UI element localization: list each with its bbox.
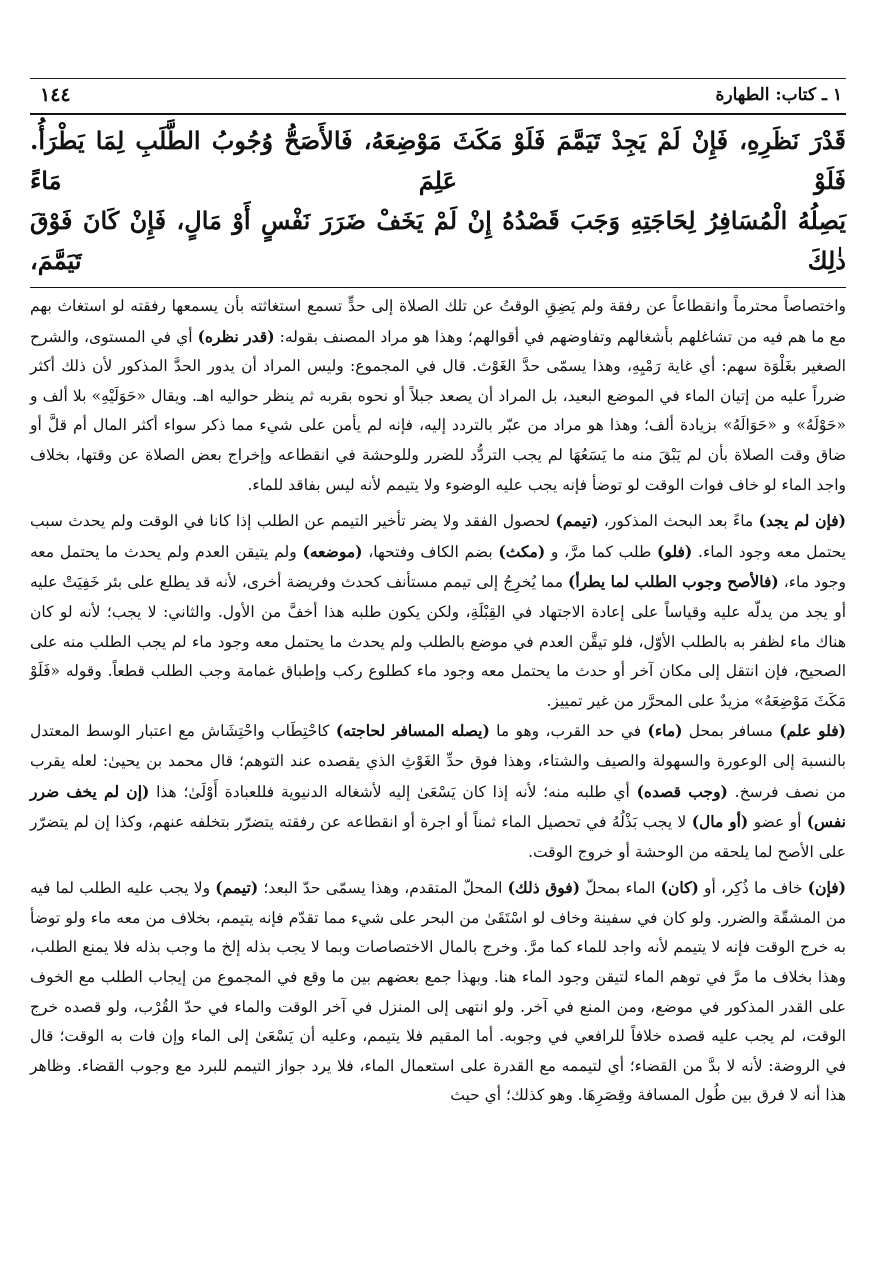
commentary-text: كاحْتِطَاب واحْتِشَاش مع اعتبار الوسط المعتدل بالنسبة إلى الوعورة والسهولة والصيف والشتاء، وهذا فوق حدِّ الغَوْثِ الذي يقصده عند التوهم؛ قال محمد بن يحيىٰ: لعله يقرب من نصف فرسخ.	[30, 722, 846, 801]
commentary-text: لحصول الفقد ولا يضر تأخير التيمم عن الطلب إذا كانا في الوقت ولم يحدث سبب يحتمل معه وجود الماء.	[30, 512, 846, 561]
commentary-text: خاف ما ذُكِر، أو	[698, 879, 808, 898]
matn-quote: (فالأصح وجوب الطلب لما يطرأ)	[568, 572, 779, 592]
matn-line: قَدْرَ نَظَرِهِ، فَإِنْ لَمْ يَجِدْ تَيَمَّمَ فَلَوْ مَكَثَ مَوْضِعَهُ، فَالأَصَحُّ وُجُوبُ الطَّلَبِ لِمَا يَطْرَأُ. فَلَوْ عَلِمَ مَاءً	[30, 126, 846, 195]
commentary-text: أي طلبه منه؛ لأنه إذا كان يَسْعَىٰ إليه لأشغاله الدنيوية فللعبادة أَوْلَىٰ؛ هذا	[149, 782, 637, 801]
commentary-paragraph	[30, 716, 846, 867]
matn-quote: (فإن)	[807, 878, 846, 898]
matn-quote: (وجب قصده)	[636, 781, 728, 801]
commentary-text: مما يُخرِجُ إلى تيمم مستأنف كحدث وفريضة أخرى، لأنه قد يطلع على بئر خَفِيَتْ عليه أو يجد من يدلّه عليه وقياساً على إعادة الاجتهاد في القِبْلَةِ، ولكن يكون طلبه هذا أخفَّ من الأول. والثاني: لا يجب؛ لأنه لو كان هناك ماء لظفر به بالطلب الأوّل، فلو تيقَّن العدم في موضع بالطلب ولم يحدث ما يحتمل معه وجود ماء لم يجب الطلب منه على الصحيح، فإن انتقل إلى مكان آخر أو حدث ما يحتمل معه وجود ماء كطلوع ركب وإطباق غمامة وجب الطلب قطعاً. وقوله «فَلَوْ مَكَثَ مَوْضِعَهُ» مزيدٌ على المحرَّر من غير تمييز.	[30, 573, 846, 710]
commentary-paragraph	[30, 292, 846, 500]
matn-quote: (موضعه)	[302, 541, 363, 561]
matn-quote: (كان)	[660, 878, 699, 898]
matn-quote: (فلو)	[657, 541, 693, 561]
commentary-text: المحلّ المتقدم، وهذا يسمّى حدّ البعد؛	[258, 879, 508, 898]
page-header	[30, 78, 846, 115]
book-page	[30, 78, 846, 1111]
matn-quote: (فوق ذلك)	[507, 878, 581, 898]
matn-quote: (تيمم)	[215, 878, 259, 898]
commentary-text: أو عضو	[748, 813, 807, 832]
commentary-text: بضم الكاف وفتحها،	[362, 542, 499, 561]
commentary-text: واختصاصاً محترماً وانقطاعاً عن رفقة ولم يَضِقِ الوقتُ عن تلك الصلاة إلى حدٍّ تسمع استغاثته بأن يسمعها رفقته لو استغاث بهم مع ما هم فيه من تشاغلهم بأشغالهم وتفاوضهم في أقوالهم؛ وهذا هو مراد المصنف بقوله:	[30, 297, 847, 346]
commentary-text: مسافر بمحل	[682, 722, 780, 741]
page-number: ١٤٤	[40, 84, 71, 106]
matn-quote: (ماء)	[647, 721, 683, 741]
matn-quote: (أو مال)	[691, 812, 749, 832]
matn-quote: (قدر نظره)	[197, 326, 275, 346]
commentary-text: طلب كما مرَّ، و	[545, 542, 658, 561]
commentary-text: ولا يجب عليه الطلب لما فيه من المشقّة والضرر. ولو كان في سفينة وخاف لو اسْتَقَىٰ من البحر على شيء مما تقدّم فإنه يتيمم، بخلاف من معه ماء ولو توضأ به خرج الوقت فإنه لا يتيمم لأنه واجد للماء كما مرَّ. وخرج بالمال الاختصاصات وبما لا يجب بذله إلخ ما وجب بذله فلا يمنع الطلب، وهذا بخلاف ما مرَّ في توهم الماء لتيقن وجود الماء هنا. وبهذا جمع بعضهم بين ما وقع في المجموع من إيجاب الطلب مع الخوف على القدر المذكور في موضع، ومن المنع في آخر. ولو انتهى إلى المنزل في آخر الوقت والماء في حدّ القُرْب، ولو قصده خرج الوقت، لم يجب عليه قصده خلافاً للرافعي في وجوبه. أما المقيم فلا يتيمم، وعليه أن يَسْعَىٰ إلى الماء وإن فات به الوقت؛ قال في الروضة: لأنه لا بدَّ من القضاء؛ أي لتيممه مع القدرة على استعمال الماء، فلا يرد جواز التيمم للبرد مع وجوب القضاء. وظاهر هذا أنه لا فرق بين طُول المسافة وقِصَرِهَا. وهو كذلك؛ أي حيث	[30, 879, 846, 1105]
matn-line: يَصِلُهُ الْمُسَافِرُ لِحَاجَتِهِ وَجَبَ قَصْدُهُ إِنْ لَمْ يَخَفْ ضَرَرَ نَفْسٍ أَوْ مَالٍ، فَإِنْ كَانَ فَوْقَ ذٰلِكَ تَيَمَّمَ،	[30, 206, 846, 275]
matn-quote: (فإن لم يجد)	[758, 511, 847, 531]
matn-text	[30, 121, 846, 281]
commentary-text: ولم يتيقن العدم ولم يحدث ما يحتمل معه وجود ماء،	[30, 542, 846, 592]
commentary-paragraph	[30, 873, 846, 1111]
matn-quote: (مكث)	[498, 541, 546, 561]
matn-quote: (إن لم يخف ضرر نفس)	[30, 781, 846, 832]
matn-quote: (فلو علم)	[779, 721, 847, 741]
commentary-paragraph	[30, 506, 846, 716]
matn-quote: (تيمم)	[555, 511, 599, 531]
commentary-text: لا يجب بَذْلُهُ في تحصيل الماء ثمناً أو اجرة أو انقطاعه عن رفقته يتضرّر بتخلفه عنهم، وكذا إن لم يتضرّر على الأصح لما يلحقه من الوحشة أو خروج الوقت.	[30, 813, 846, 861]
commentary-text: الماء بمحلّ	[580, 879, 661, 898]
commentary-text: ماءً بعد البحث المذكور،	[598, 512, 759, 531]
commentary-text: أي في المستوى، والشرح الصغير بغَلْوَة سهم: أي غاية رَمْيِهِ، وهذا يسمّى حدَّ الغَوْث. قال في المجموع: وليس المراد أن يدور الحدَّ المذكور لأن ذلك أكثر ضرراً عليه من إتيان الماء في الموضع البعيد، بل المراد أن يصعد جبلاً أو نحوه بقربه ثم ينظر حواليه اهـ. ويقال «حَوَلَيْهِ» بلا ألف و «حَوْلَهُ» و «حَوَالَهُ» بزيادة ألف؛ وهذا هو مراد من عبّر بالتردد إليه، فإنه لم يأمن على شيء مما ذكر سواء أكثر المال أم قلَّ أو ضاق وقت الصلاة بأن لم يَبْقَ منه ما يَسَعُهَا لم يجب التردُّد للضرر وللوحشة في انقطاعه وإخراج بعض الصلاة عن وقتها، بخلاف واجد الماء لو خاف فوات الوقت لو توضأ فإنه يجب عليه الوضوء ولا يتيمم لأنه ليس بفاقد للماء.	[30, 327, 846, 494]
separator-rule	[30, 287, 846, 288]
commentary-text: في حد القرب، وهو ما	[489, 722, 648, 741]
matn-quote: (يصله المسافر لحاجته)	[335, 721, 490, 741]
book-title: ١ ـ كتاب: الطهارة	[715, 85, 842, 105]
